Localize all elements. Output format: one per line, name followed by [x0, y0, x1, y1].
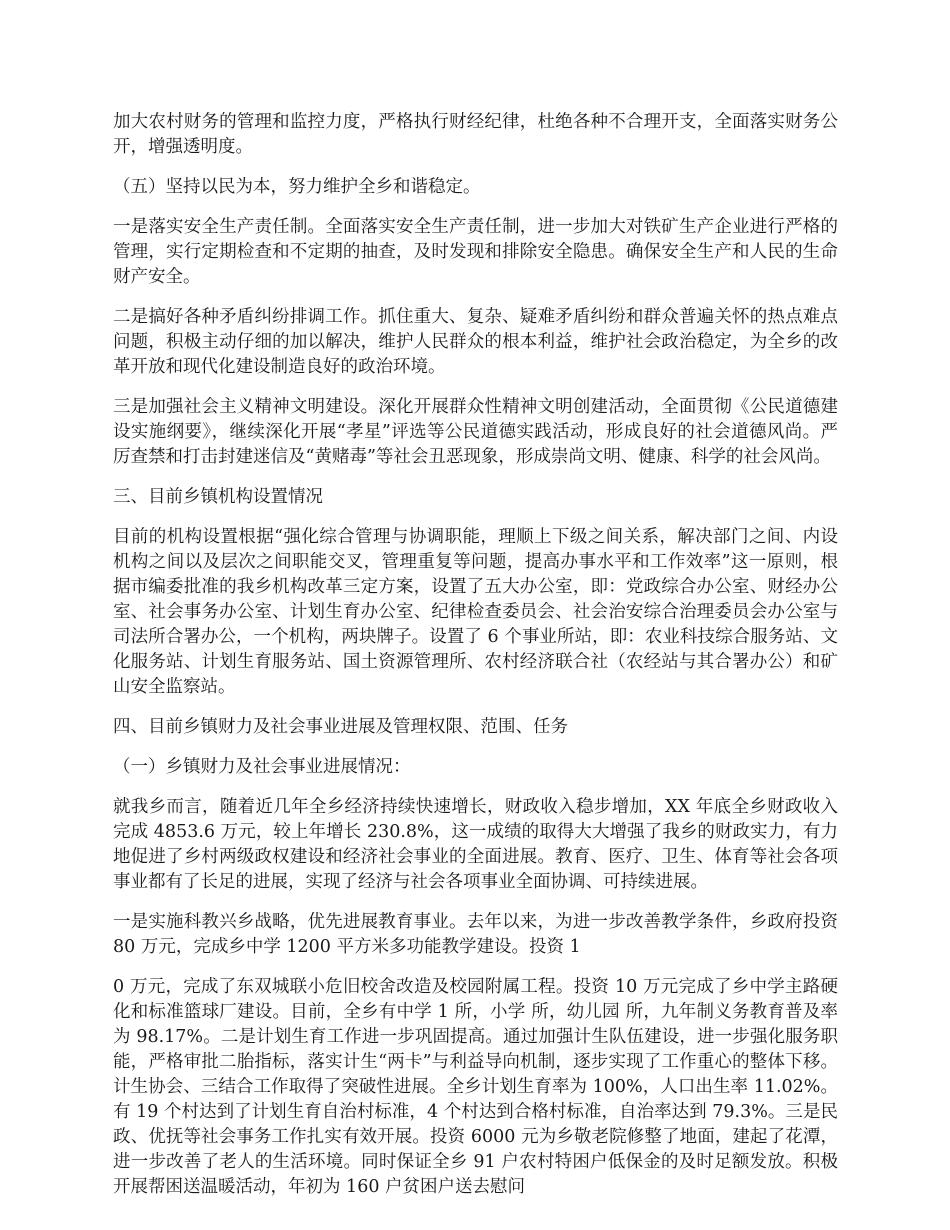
section-heading: 三、目前乡镇机构设置情况: [113, 487, 323, 507]
paragraph: 0 万元，完成了东双城联小危旧校舍改造及校园附属工程。投资 10 万元完成了乡中学主路硬化和标准篮球厂建设。目前，全乡有中学 1 所，小学 所，幼儿园 所，九年制义务教育普及率为 98.17%。二是计划生育工作进一步巩固提高。通过加强计生队伍建设，进一步强化服务职能，严格审批二胎指标，落实计生“两卡”与利益导向机制，逐步实现了工作重心的整体下移。计生协会、三结合工作取得了突破性进展。全乡计划生育率为 100%，人口出生率 11.02%。有 19 个村达到了计划生育自治村标准，4 个村达到合格村标准，自治率达到 79.3%。三是民政、优抚等社会事务工作扎实有效开展。投资 6000 元为乡敬老院修整了地面，建起了花潭，进一步改善了老人的生活环境。同时保证全乡 91 户农村特困户低保金的及时足额发放。积极开展帮困送温暖活动，年初为 160 户贫困户送去慰问: [113, 977, 838, 1197]
paragraph: 二是搞好各种矛盾纠纷排调工作。抓住重大、复杂、疑难矛盾纠纷和群众普遍关怀的热点难点问题，积极主动仔细的加以解决，维护人民群众的根本利益，维护社会政治稳定，为全乡的改革开放和现代化建设制造良好的政治环境。: [113, 307, 838, 377]
section-heading: 四、目前乡镇财力及社会事业进展及管理权限、范围、任务: [113, 717, 568, 737]
section-heading: （一）乡镇财力及社会事业进展情况：: [113, 757, 411, 777]
section-heading: （五）坚持以民为本，努力维护全乡和谐稳定。: [113, 177, 481, 197]
document-body: [113, 110, 838, 1215]
paragraph: 一是实施科教兴乡战略，优先进展教育事业。去年以来，为进一步改善教学条件，乡政府投资 80 万元，完成乡中学 1200 平方米多功能教学建设。投资 1: [113, 912, 838, 957]
paragraph: 目前的机构设置根据“强化综合管理与协调职能，理顺上下级之间关系，解决部门之间、内设机构之间以及层次之间职能交叉，管理重复等问题，提高办事水平和工作效率”这一原则，根据市编委批准的我乡机构改革三定方案，设置了五大办公室，即：党政综合办公室、财经办公室、社会事务办公室、计划生育办公室、纪律检查委员会、社会治安综合治理委员会办公室与司法所合署办公，一个机构，两块牌子。设置了 6 个事业所站，即：农业科技综合服务站、文化服务站、计划生育服务站、国土资源管理所、农村经济联合社（农经站与其合署办公）和矿山安全监察站。: [113, 527, 838, 697]
paragraph: 就我乡而言，随着近几年全乡经济持续快速增长，财政收入稳步增加，XX 年底全乡财政收入完成 4853.6 万元，较上年增长 230.8%，这一成绩的取得大大增强了我乡的财政实力，有力地促进了乡村两级政权建设和经济社会事业的全面进展。教育、医疗、卫生、体育等社会各项事业都有了长足的进展，实现了经济与社会各项事业全面协调、可持续进展。: [113, 797, 838, 892]
paragraph: 一是落实安全生产责任制。全面落实安全生产责任制，进一步加大对铁矿生产企业进行严格的管理，实行定期检查和不定期的抽查，及时发现和排除安全隐患。确保安全生产和人民的生命财产安全。: [113, 217, 838, 287]
paragraph: 三是加强社会主义精神文明建设。深化开展群众性精神文明创建活动，全面贯彻《公民道德建设实施纲要》，继续深化开展“孝星”评选等公民道德实践活动，形成良好的社会道德风尚。严厉查禁和打击封建迷信及“黄赌毒”等社会丑恶现象，形成崇尚文明、健康、科学的社会风尚。: [113, 397, 838, 467]
paragraph: 加大农村财务的管理和监控力度，严格执行财经纪律，杜绝各种不合理开支，全面落实财务公开，增强透明度。: [113, 112, 838, 157]
